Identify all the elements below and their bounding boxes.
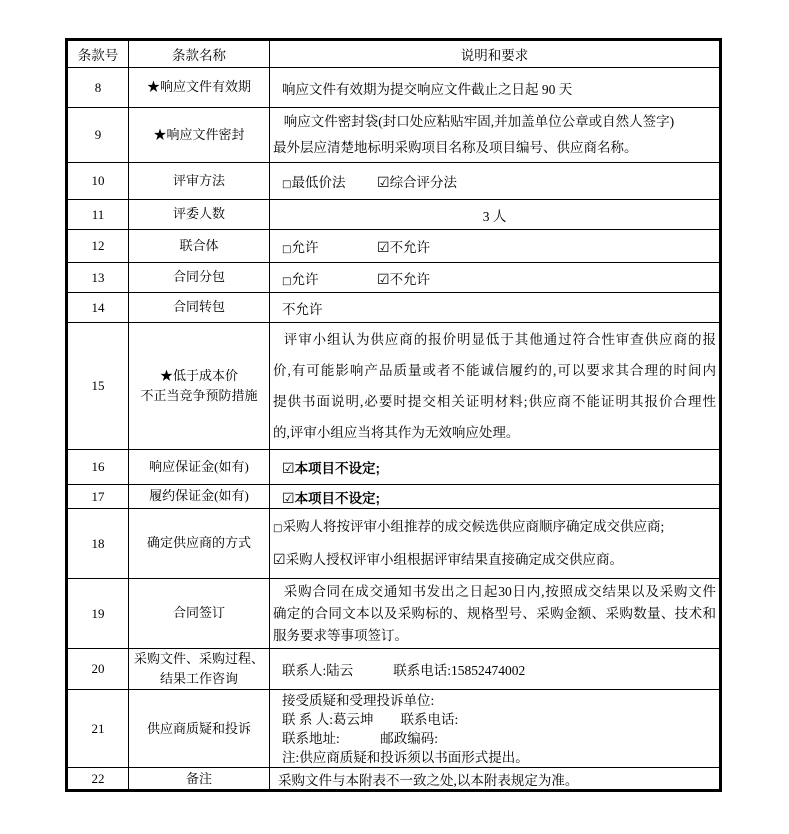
clause-no: 21 <box>67 690 129 768</box>
clause-no: 20 <box>67 649 129 690</box>
option-unchecked <box>282 171 377 191</box>
option-label: 采购人将按评审小组推荐的成交候选供应商顺序确定成交供应商; <box>282 519 665 534</box>
clause-name: 履约保证金(如有) <box>129 485 270 509</box>
clause-name: 确定供应商的方式 <box>129 509 270 579</box>
checkbox-checked-icon: ☑ <box>273 552 286 568</box>
clause-no: 16 <box>67 450 129 485</box>
clause-name: ★响应文件密封 <box>129 108 270 163</box>
option-checked <box>377 171 457 191</box>
option-label: 允许 <box>291 240 319 255</box>
checkbox-unchecked-icon: □ <box>282 244 292 255</box>
checkbox-checked-icon: ☑ <box>377 240 390 256</box>
content-line: 服务要求等事项签订。 <box>273 627 408 643</box>
clause-name-line: 结果工作咨询 <box>159 671 238 687</box>
option-unchecked <box>273 518 719 538</box>
option-checked <box>377 236 430 256</box>
clause-name-line: ★低于成本价 <box>159 367 238 383</box>
table-row-13 <box>67 263 721 293</box>
option-label: 本项目不设定; <box>294 490 381 506</box>
clause-no: 17 <box>67 485 129 509</box>
checkbox-unchecked-icon: □ <box>282 275 292 287</box>
content-line: 最外层应清楚地标明采购项目名称及项目编号、供应商名称。 <box>273 140 638 155</box>
clause-name: 供应商质疑和投诉 <box>129 690 270 768</box>
content-line: 注:供应商质疑和投诉须以书面形式提出。 <box>282 749 529 765</box>
clause-name: 评审方法 <box>129 163 270 200</box>
clause-name-line: 不正当竞争预防措施 <box>140 388 258 403</box>
checkbox-checked-icon: ☑ <box>282 461 295 477</box>
clause-no: 13 <box>67 263 129 293</box>
clause-no: 14 <box>67 293 129 323</box>
option-label: 允许 <box>291 271 319 287</box>
clause-no: 15 <box>67 323 129 450</box>
clause-name: 合同转包 <box>129 293 270 323</box>
clause-content: 响应文件有效期为提交响应文件截止之日起 90 天 <box>270 68 721 108</box>
header-clause-no: 条款号 <box>67 40 129 68</box>
table-row-22 <box>67 768 721 791</box>
clause-content <box>270 163 721 200</box>
checkbox-unchecked-icon: □ <box>282 179 292 190</box>
option-label: 不允许 <box>389 271 431 287</box>
clause-table <box>65 38 722 792</box>
option-label: 本项目不设定; <box>294 461 381 476</box>
table-row-14 <box>67 293 721 323</box>
table-row-8 <box>67 68 721 108</box>
clause-content <box>270 450 721 485</box>
table-row-10 <box>67 163 721 200</box>
clause-name: 响应保证金(如有) <box>129 450 270 485</box>
clause-name: 合同分包 <box>129 263 270 293</box>
table-row-11 <box>67 200 721 230</box>
option-label: 综合评分法 <box>389 175 458 190</box>
clause-no: 10 <box>67 163 129 200</box>
table-row-17 <box>67 485 721 509</box>
clause-content <box>270 263 721 293</box>
clause-content <box>270 690 721 768</box>
table-row-21 <box>67 690 721 768</box>
content-line: 接受质疑和受理投诉单位: <box>282 692 435 708</box>
clause-content <box>270 230 721 263</box>
content-line: 提供书面说明,必要时提交相关证明材料;供应商不能证明其报价合理性 <box>273 394 716 409</box>
clause-name: ★响应文件有效期 <box>129 68 270 108</box>
table-header-row <box>67 40 721 68</box>
option-unchecked <box>282 268 377 288</box>
checkbox-checked-icon: ☑ <box>377 175 390 191</box>
checkbox-unchecked-icon: □ <box>273 523 283 534</box>
checkbox-checked-icon: ☑ <box>282 490 295 507</box>
clause-name: 备注 <box>129 768 270 791</box>
table-row-20 <box>67 649 721 690</box>
content-line: 采购合同在成交通知书发出之日起30日内,按照成交结果以及采购文件 <box>283 583 716 599</box>
header-clause-name: 条款名称 <box>129 40 270 68</box>
option-unchecked <box>282 236 377 256</box>
clause-name: 联合体 <box>129 230 270 263</box>
checkbox-checked-icon: ☑ <box>377 271 390 288</box>
clause-content <box>270 649 721 690</box>
clause-content <box>270 323 721 450</box>
clause-content: 采购文件与本附表不一致之处,以本附表规定为准。 <box>270 768 721 791</box>
content-line: 价,有可能影响产品质量或者不能诚信履约的,可以要求其合理的时间内 <box>273 363 716 378</box>
content-line: 确定的合同文本以及采购标的、规格型号、采购金额、采购数量、技术和 <box>273 605 716 621</box>
content-line: 联 系 人:葛云坤 联系电话: <box>282 711 459 727</box>
option-label: 采购人授权评审小组根据评审结果直接确定成交供应商。 <box>285 552 624 567</box>
clause-no: 22 <box>67 768 129 791</box>
table-row-18 <box>67 509 721 579</box>
clause-content <box>270 108 721 163</box>
content-line: 响应文件密封袋(封口处应粘贴牢固,并加盖单位公章或自然人签字) <box>283 114 675 129</box>
clause-content: 不允许 <box>270 293 721 323</box>
content-line: 的,评审小组应当将其作为无效响应处理。 <box>273 425 520 440</box>
clause-name: 评委人数 <box>129 200 270 230</box>
table-row-9 <box>67 108 721 163</box>
clause-content <box>270 509 721 579</box>
clause-content <box>270 579 721 649</box>
table-row-12 <box>67 230 721 263</box>
clause-content <box>270 485 721 509</box>
clause-name: 合同签订 <box>129 579 270 649</box>
option-checked <box>377 268 430 288</box>
clause-no: 18 <box>67 509 129 579</box>
clause-no: 19 <box>67 579 129 649</box>
clause-content: 3 人 <box>270 200 721 230</box>
option-label: 最低价法 <box>291 175 346 190</box>
table-row-19 <box>67 579 721 649</box>
option-label: 不允许 <box>389 240 431 255</box>
contact-phone: 联系电话:15852474002 <box>393 663 526 679</box>
clause-no: 9 <box>67 108 129 163</box>
clause-no: 11 <box>67 200 129 230</box>
clause-name-line: 采购文件、采购过程、 <box>133 651 264 666</box>
table-row-16 <box>67 450 721 485</box>
option-checked <box>273 551 719 569</box>
content-line: 评审小组认为供应商的报价明显低于其他通过符合性审查供应商的报 <box>283 332 716 347</box>
content-line: 联系地址: 邮政编码: <box>282 730 439 746</box>
clause-no: 8 <box>67 68 129 108</box>
table-row-15 <box>67 323 721 450</box>
clause-name <box>129 649 270 690</box>
clause-no: 12 <box>67 230 129 263</box>
header-description: 说明和要求 <box>270 40 721 68</box>
contact-person: 联系人:陆云 <box>282 663 354 679</box>
clause-name <box>129 323 270 450</box>
